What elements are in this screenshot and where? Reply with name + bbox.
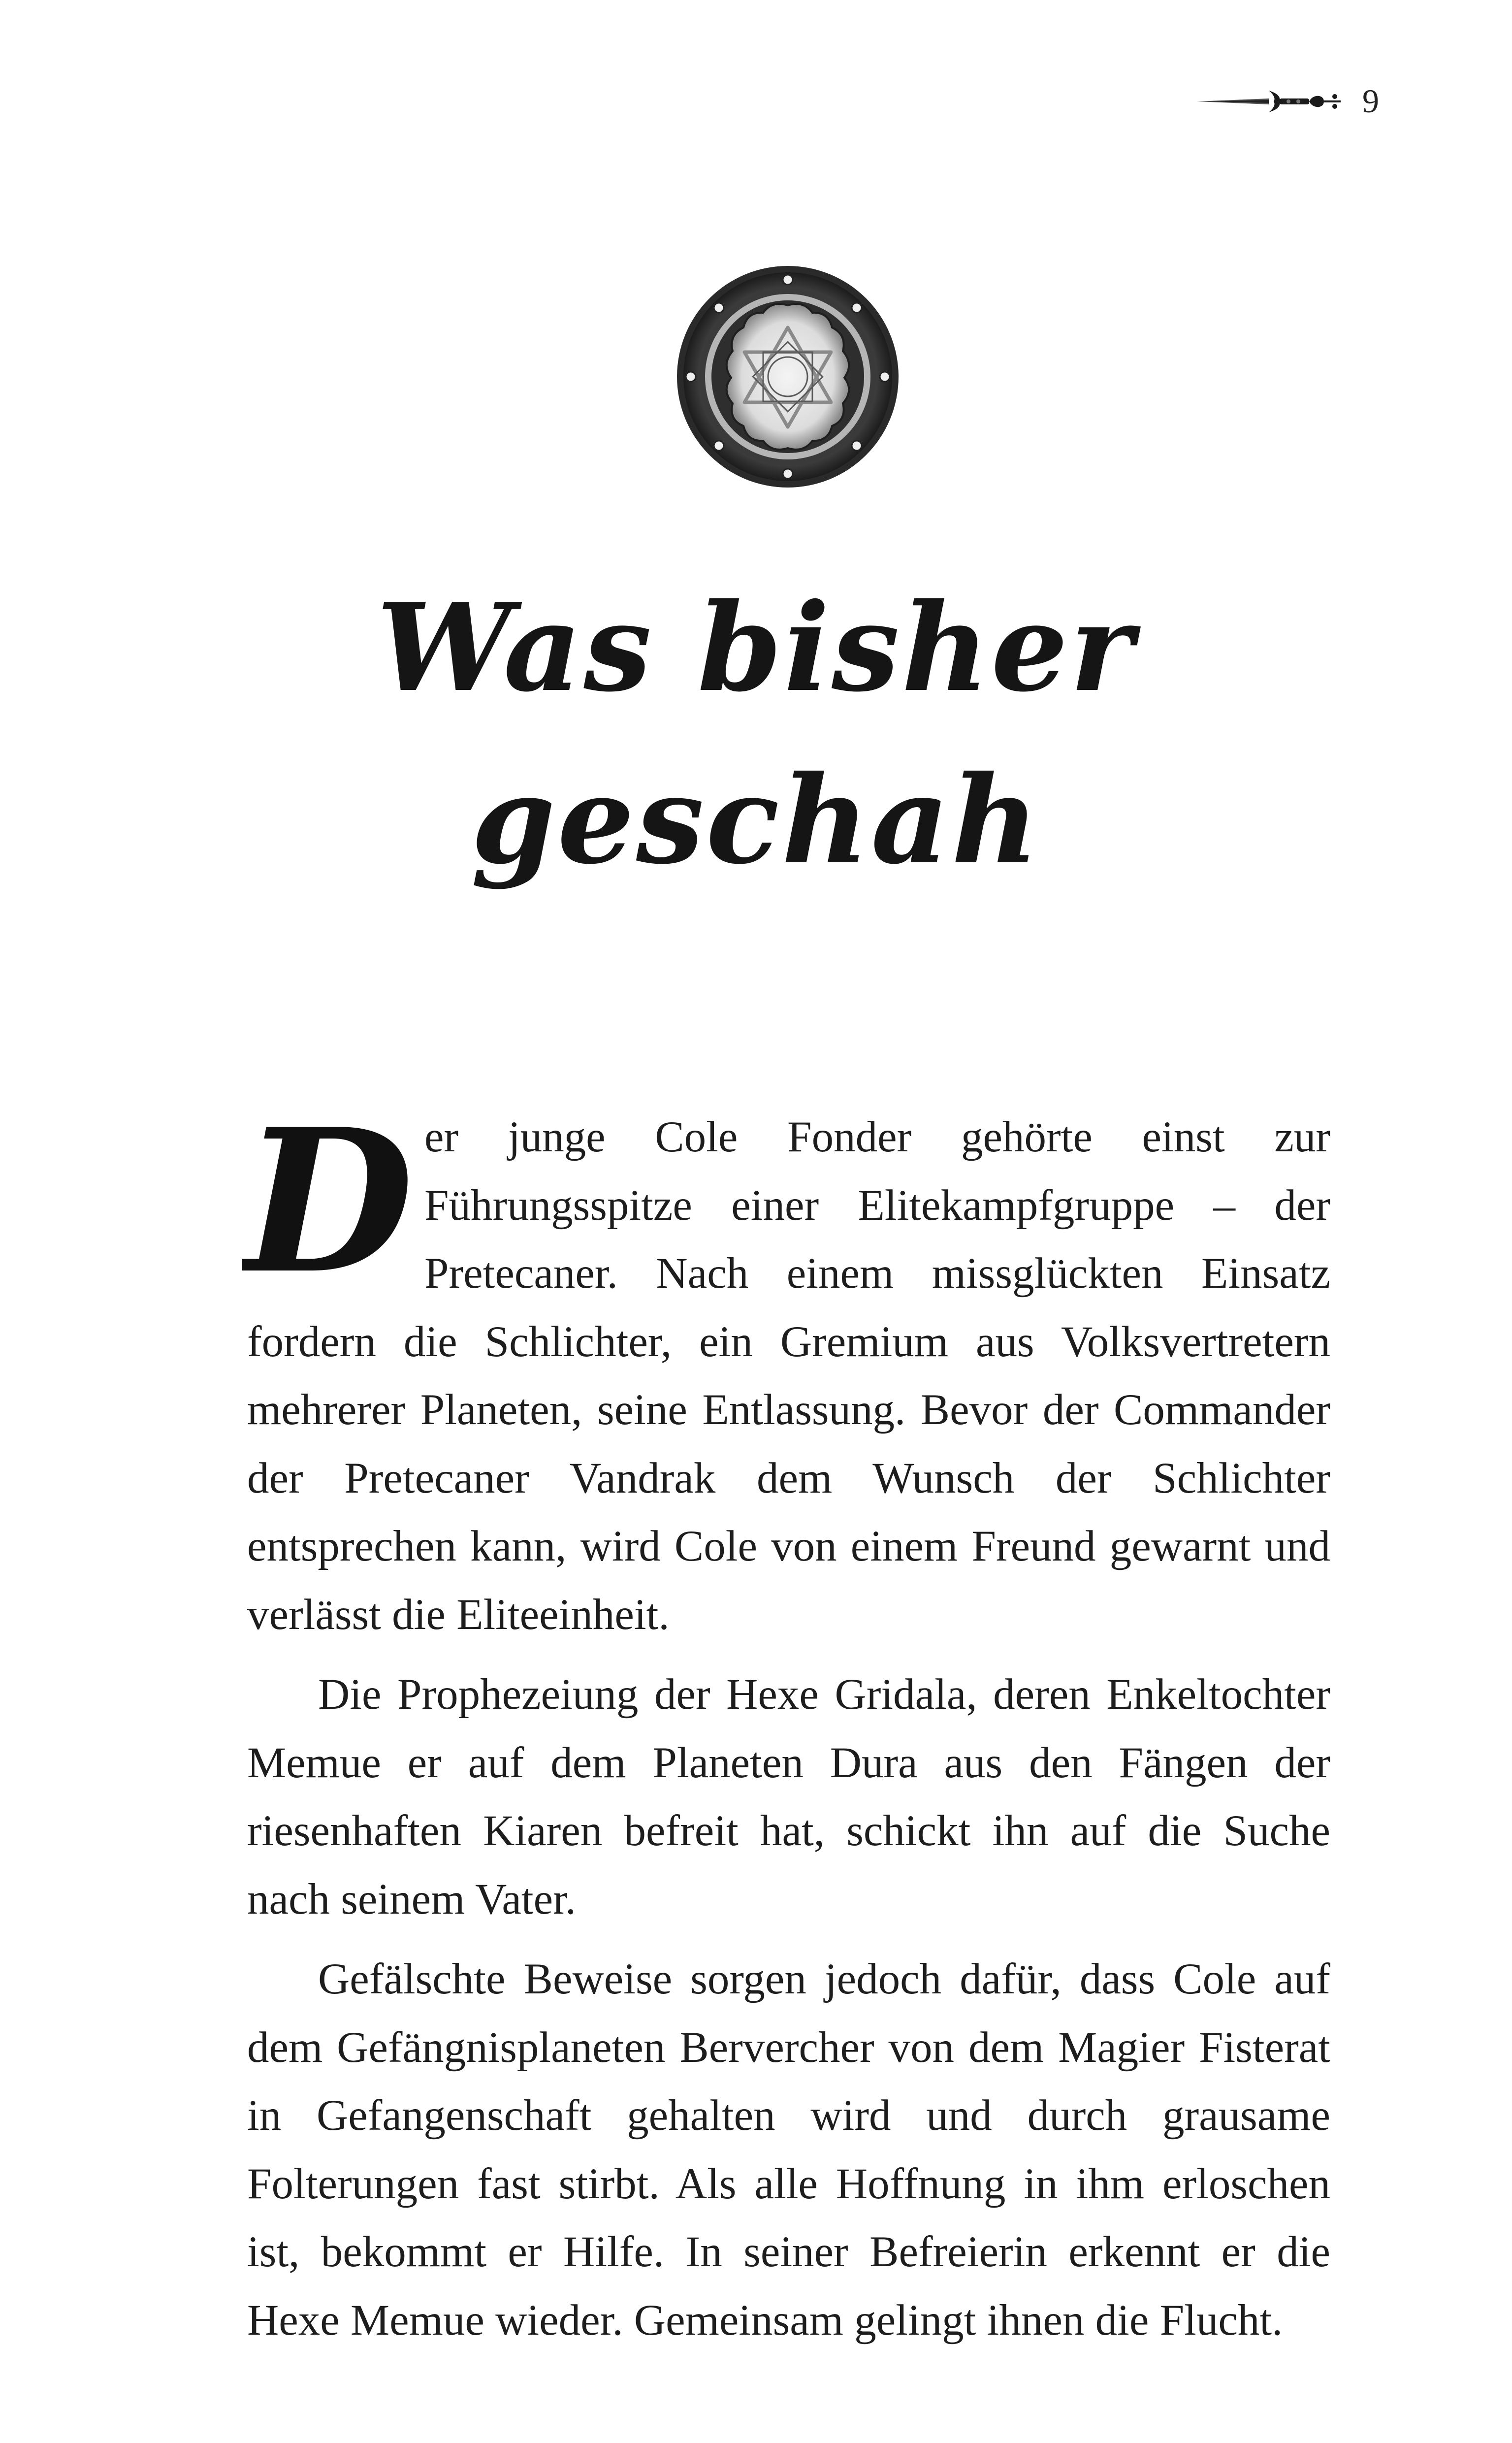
chapter-title xyxy=(0,561,1512,906)
paragraph-3: Gefälschte Beweise sorgen jedoch dafür, dass Cole auf dem Gefängnisplaneten Bervercher von dem Magier Fisterat in Gefangenschaft gehalten wird und durch grausame Folterungen fast stirbt. Als alle Hoffnung in ihm erloschen ist, bekommt er Hilfe. In seiner Befreierin erkennt er die Hexe Memue wieder. Gemeinsam gelingt ihnen die Flucht. xyxy=(247,1955,1330,2345)
paragraph-1-text: er junge Cole Fonder gehörte einst zur Führungsspitze einer Elitekampfgruppe – der Pretecaner. Nach einem missglückten Einsatz fordern die Schlichter, ein Gremium aus Volksvertretern mehrerer Planeten, seine Entlassung. Bevor der Commander der Pretecaner Vandrak dem Wunsch der Schlichter entsprechen kann, wird Cole von einem Freund gewarnt und verlässt die Eliteeinheit. xyxy=(247,1113,1330,1639)
chapter-title-line-2: geschah xyxy=(471,749,1041,891)
paragraph-2: Die Prophezeiung der Hexe Gridala, deren Enkeltochter Memue er auf dem Planeten Dura aus den Fängen der riesenhaften Kiaren befreit hat, schickt ihn auf die Suche nach seinem Vater. xyxy=(247,1670,1330,1923)
page-header xyxy=(1195,84,1379,118)
drop-cap-letter: D xyxy=(243,1113,414,1300)
page-number: 9 xyxy=(1362,82,1379,120)
hexagram-seal-icon xyxy=(675,263,901,490)
chapter-title-line-1: Was bisher xyxy=(376,577,1136,718)
dagger-icon xyxy=(1195,84,1343,118)
body-text xyxy=(243,1103,1330,2354)
drop-cap xyxy=(242,1113,415,1300)
paragraph-1 xyxy=(243,1103,1330,1649)
